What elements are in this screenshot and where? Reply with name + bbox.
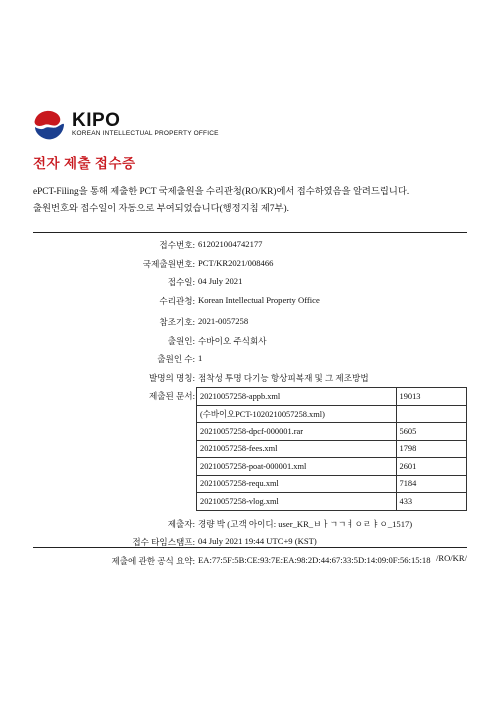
field-row — [33, 273, 467, 292]
field-label: 접수 타임스탬프: — [132, 537, 195, 547]
file-name: 20210057258-vlog.xml — [197, 493, 397, 511]
files-table — [196, 387, 467, 511]
intro-text — [33, 184, 473, 218]
file-name: 20210057258-appb.xml — [197, 388, 397, 406]
intro-line-1: ePCT-Filing을 통해 제출한 PCT 국제출원을 수리관청(RO/KR)에서 접수하였음을 알려드립니다. — [33, 187, 410, 197]
file-size: 1798 — [396, 440, 466, 458]
field-label: 출원인 수: — [157, 354, 195, 364]
file-size: 7184 — [396, 475, 466, 493]
field-label: 제출에 관한 공식 요약: — [111, 555, 195, 566]
field-row — [33, 533, 467, 552]
field-row — [33, 552, 467, 571]
intro-line-2: 출원번호와 접수일이 자동으로 부여되었습니다(행정지침 제7부). — [33, 204, 289, 214]
bottom-rule — [33, 547, 467, 548]
field-label: 참조기호: — [159, 317, 195, 327]
field-label: 발명의 명칭: — [148, 372, 195, 383]
top-rule — [33, 232, 467, 233]
file-note: (수바이오PCT-1020210057258.xml) — [197, 405, 397, 423]
file-name: 20210057258-dpcf-000001.rar — [197, 423, 397, 441]
field-row — [33, 369, 467, 388]
table-row — [197, 458, 467, 476]
field-value: 2021-0057258 — [198, 316, 249, 326]
field-value: 04 July 2021 — [198, 276, 243, 286]
field-value: 04 July 2021 19:44 UTC+9 (KST) — [198, 536, 317, 546]
kipo-logo — [32, 108, 219, 142]
files-label: 제출된 문서: — [148, 391, 195, 401]
field-value: 612021004742177 — [198, 239, 263, 249]
file-size: 5605 — [396, 423, 466, 441]
footer-path: /RO/KR/ — [435, 553, 467, 563]
receipt-fields — [33, 236, 467, 570]
field-value: EA:77:5F:5B:CE:93:7E:EA:98:2D:44:67:33:5D:14:09:0F:56:15:18 — [198, 554, 431, 565]
table-row — [197, 440, 467, 458]
file-name: 20210057258-fees.xml — [197, 440, 397, 458]
field-label: 수리관청: — [159, 295, 195, 306]
org-name: KIPO — [72, 110, 121, 131]
field-value: 점착성 투명 다기능 항상피복재 및 그 제조방법 — [198, 372, 369, 383]
field-value: 수바이오 주식회사 — [198, 335, 267, 346]
file-size: 433 — [396, 493, 466, 511]
field-row — [33, 350, 467, 369]
kipo-emblem-icon — [32, 108, 66, 142]
field-label: 접수번호: — [159, 240, 195, 250]
field-row — [33, 255, 467, 274]
file-name: 20210057258-requ.xml — [197, 475, 397, 493]
field-row — [33, 292, 467, 311]
table-row — [197, 475, 467, 493]
document-title: 전자 제출 접수증 — [33, 156, 136, 171]
table-row — [197, 405, 467, 423]
field-row — [33, 515, 467, 534]
field-label: 제출자: — [167, 518, 195, 529]
field-row — [33, 313, 467, 332]
file-size: 19013 — [396, 388, 466, 406]
org-subtitle: KOREAN INTELLECTUAL PROPERTY OFFICE — [72, 130, 219, 137]
field-value: Korean Intellectual Property Office — [198, 294, 320, 305]
field-value: 1 — [198, 353, 203, 363]
file-name: 20210057258-poat-000001.xml — [197, 458, 397, 476]
table-row — [197, 388, 467, 406]
field-value: 경량 박 (고객 아이디: user_KR_ㅂㅏㄱㄱㅕㅇㄹㅑㅇ_1517) — [198, 518, 413, 529]
submitted-documents — [33, 387, 467, 511]
table-row — [197, 423, 467, 441]
file-size: 2601 — [396, 458, 466, 476]
field-label: 접수일: — [167, 277, 195, 287]
table-row — [197, 493, 467, 511]
field-label: 출원인: — [167, 335, 195, 346]
field-label: 국제출원번호: — [142, 258, 195, 269]
field-row — [33, 332, 467, 351]
field-value: PCT/KR2021/008466 — [198, 257, 274, 268]
field-row — [33, 236, 467, 255]
file-size-empty — [396, 405, 466, 423]
